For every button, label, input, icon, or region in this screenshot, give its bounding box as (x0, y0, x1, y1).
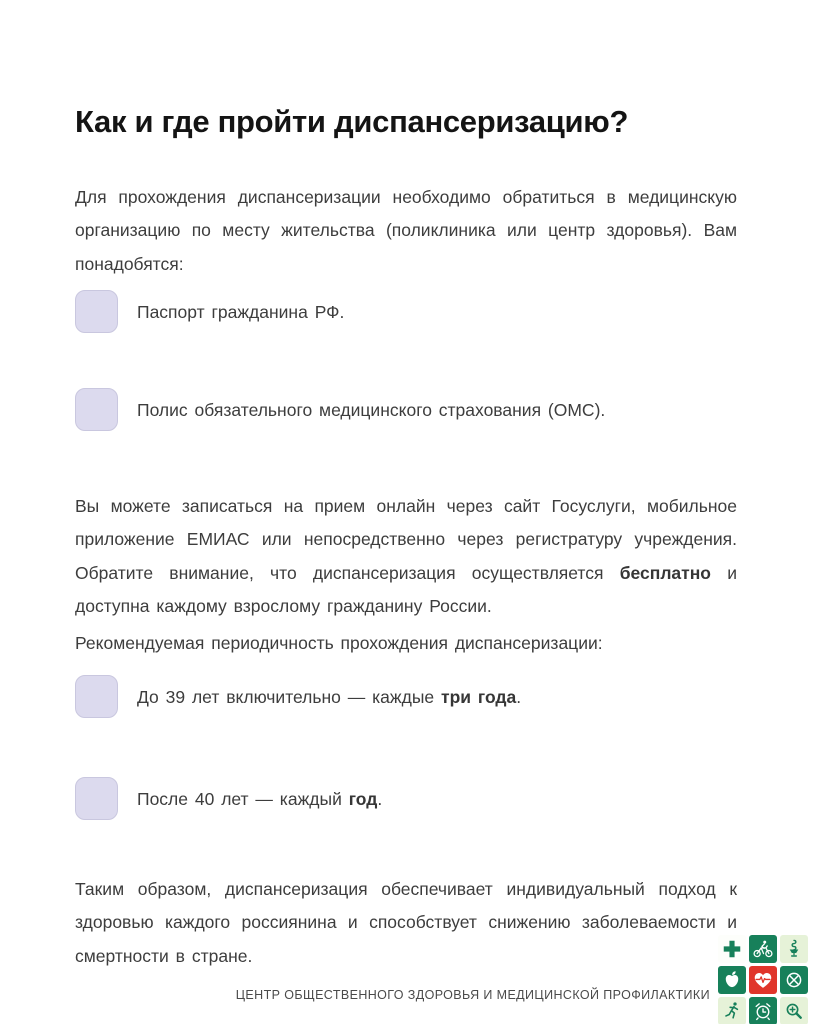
label-text: До 39 лет включительно — каждые (137, 686, 441, 707)
medical-cross-icon (718, 935, 746, 963)
runner-icon (718, 997, 746, 1024)
document-item-passport (75, 290, 737, 333)
booking-text: Вы можете записаться на прием онлайн через сайт Госуслуги, мобильное приложение ЕМИАС или непосредственно через регистратуру учреждения. Обратите внимание, что диспансеризация осуществляется (75, 495, 737, 583)
periodicity-item-under-39 (75, 675, 737, 718)
checkbox-icon (75, 777, 118, 820)
booking-text-tail: и доступна каждому взрослому гражданину России. (75, 562, 737, 616)
booking-paragraph (75, 490, 737, 624)
document-item-label (137, 398, 605, 422)
alarm-clock-icon (749, 997, 777, 1024)
conclusion-paragraph: Таким образом, диспансеризация обеспечивает индивидуальный подход к здоровью каждого россиянина и способствует снижению заболеваемости и смертности в стране. (75, 878, 737, 966)
label-text: Паспорт гражданина РФ. (137, 301, 345, 322)
label-tail: . (516, 686, 522, 707)
checkbox-icon (75, 290, 118, 333)
label-text: После 40 лет — каждый (137, 788, 349, 809)
intro-paragraph: Для прохождения диспансеризации необходимо обратиться в медицинскую организацию по месту жительства (поликлиника или центр здоровья). Вам понадобятся: (75, 186, 737, 274)
crossed-circle-icon (780, 966, 808, 994)
checkbox-icon (75, 675, 118, 718)
booking-bold-free: бесплатно (619, 562, 711, 583)
magnifier-plus-icon (780, 997, 808, 1024)
apple-icon (718, 966, 746, 994)
organization-logo (718, 935, 808, 1024)
cyclist-icon (749, 935, 777, 963)
footer-organization-name: ЦЕНТР ОБЩЕСТВЕННОГО ЗДОРОВЬЯ И МЕДИЦИНСКОЙ ПРОФИЛАКТИКИ (235, 988, 710, 1002)
document-item-label (137, 300, 344, 324)
label-tail: . (377, 788, 383, 809)
periodicity-heading: Рекомендуемая периодичность прохождения диспансеризации: (75, 632, 603, 653)
document-item-oms-policy (75, 388, 737, 431)
periodicity-item-label (137, 685, 521, 709)
label-bold: год (348, 788, 378, 809)
periodicity-item-label (137, 787, 382, 811)
label-text: Полис обязательного медицинского страхования (ОМС). (137, 399, 606, 420)
page-title: Как и где пройти диспансеризацию? (75, 103, 629, 139)
periodicity-item-over-40 (75, 777, 737, 820)
label-bold: три года (441, 686, 517, 707)
checkbox-icon (75, 388, 118, 431)
heart-pulse-icon (749, 966, 777, 994)
hygieia-bowl-icon (780, 935, 808, 963)
